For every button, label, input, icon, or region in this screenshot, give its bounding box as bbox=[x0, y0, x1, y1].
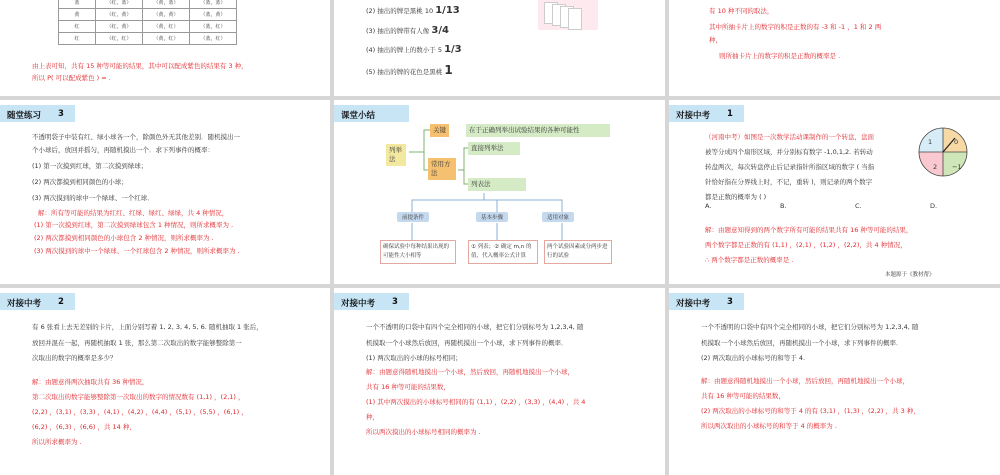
table-cell: （黄，红） bbox=[143, 21, 190, 33]
question-text: 转盘两次，每次转盘停止后记录指针所指区域的数字 ( 当指 bbox=[705, 163, 875, 171]
question-text: 放回并混在一起，再随机抽取 1 张，那么第二次取出的数字能够整除第一 bbox=[32, 339, 242, 347]
question-text: (3) 两次摸到的球中一个绿球、一个红球． bbox=[32, 194, 154, 202]
direct-listing-node: 直接列举法 bbox=[468, 142, 520, 155]
table-cell: （红，黄） bbox=[96, 21, 143, 33]
playing-cards-image bbox=[538, 0, 598, 30]
answer-line: (3) 两次摸到的球中一个绿球、一个红球包含 2 种情况，则所求概率为 . bbox=[34, 247, 240, 255]
table-cell: （蓝，红） bbox=[190, 21, 237, 33]
answer-line: 所以两次摸出的小球标号相同的概率为 . bbox=[366, 428, 481, 436]
question-text: 机摸取一个小球然后放回，再随机摸出一个小球，求下列事件的概率． bbox=[366, 339, 568, 347]
table-cell: （黄，蓝） bbox=[143, 0, 190, 9]
answer-line: (6,2) ，(6,3) ，(6,6) ，共 14 种， bbox=[32, 423, 136, 431]
conclusion-line: 由上表可知，共有 15 种等可能的结果，其中可以配成紫色的结果有 3 种， bbox=[32, 62, 248, 70]
section-header: 对接中考 3 bbox=[669, 293, 744, 310]
table-cell: （红，蓝） bbox=[96, 0, 143, 9]
table-cell: （蓝，红） bbox=[190, 33, 237, 45]
question-text: 不透明袋子中装有红、绿小球各一个，除颜色外无其他差别．随机摸出一 bbox=[32, 133, 240, 141]
option-b: B. bbox=[780, 202, 787, 210]
table-row bbox=[59, 21, 237, 33]
answer-line: 有 10 种不同的取法， bbox=[709, 7, 774, 15]
spinner-label: 0 bbox=[954, 138, 959, 146]
answer-line: 解：由题意知得到的两个数字所有可能的结果共有 16 种等可能的结果， bbox=[705, 226, 913, 234]
answer-line: (1) 第一次摸到红球，第二次摸到绿球包含 1 种情况，则所求概率为 . bbox=[34, 221, 234, 229]
answer-line: 解：由题意得随机地摸出一个小球，然后放回，再随机地摸出一个小球， bbox=[701, 377, 909, 385]
answer-line: 解：由题意得两次抽取共有 36 种情况， bbox=[32, 378, 149, 386]
option-c: C. bbox=[855, 202, 862, 210]
option-a: A. bbox=[705, 202, 712, 210]
applicable-box: 两个试验因素或分两步进行的试验 bbox=[544, 240, 612, 264]
table-cell: （红，红） bbox=[96, 33, 143, 45]
answer-line: 其中所抽卡片上的数字的积是正数的有 -3 和 -1 ，1 和 2 两 bbox=[709, 23, 882, 31]
spinner-label: 2 bbox=[933, 163, 938, 171]
table-cell: （蓝，蓝） bbox=[190, 0, 237, 9]
question-text: 个小球后，放回并摇匀，再随机摸出一个．求下列事件的概率： bbox=[32, 146, 214, 154]
answer-line: (2) 两次都摸到相同颜色的小球包含 2 种情况，则所求概率为 . bbox=[34, 234, 214, 242]
spinner-label: −1 bbox=[952, 163, 962, 171]
option-d: D. bbox=[930, 202, 938, 210]
question-text: (1) 两次取出的小球的标号相同； bbox=[366, 354, 462, 362]
slide-class-summary bbox=[334, 100, 665, 284]
key-node: 关键 bbox=[430, 124, 449, 137]
premise-box: 确保试验中每种结果出现的可能性大小相等 bbox=[380, 240, 456, 264]
common-methods-node: 常用方法 bbox=[428, 158, 456, 180]
table-cell: （黄，红） bbox=[143, 33, 190, 45]
slide-exam-2 bbox=[0, 288, 330, 475]
slide-exam-1 bbox=[669, 100, 1000, 284]
question-item: (3) 抽出的牌带有人像 3/4 bbox=[366, 25, 449, 36]
root-node: 列举法 bbox=[386, 144, 406, 166]
table-cell: （蓝，黄） bbox=[190, 9, 237, 21]
question-text: (2) 两次取出的小球标号的和等于 4. bbox=[701, 354, 806, 362]
question-text: 针恰好指在分界线上时，不记，重转 )，则记录的两个数字 bbox=[705, 178, 873, 186]
slide-practice-3 bbox=[0, 100, 330, 284]
answer-line: 解：所有等可能的结果为红红、红绿、绿红、绿绿，共 4 种情况， bbox=[38, 209, 229, 217]
slide-exam-3b bbox=[669, 288, 1000, 475]
section-header: 对接中考 2 bbox=[0, 293, 75, 310]
question-text: 次取出的数字的概率是多少？ bbox=[32, 354, 117, 362]
table-row bbox=[59, 9, 237, 21]
tag-premise: 前提条件 bbox=[397, 212, 429, 222]
question-item: (2) 抽出的牌是黑桃 10 1/13 bbox=[366, 5, 460, 16]
question-text: 一个不透明的口袋中有四个完全相同的小球，把它们分别标号为 1,2,3,4, 随 bbox=[366, 323, 584, 331]
steps-box: ① 列表；② 确定 m,n 的值，代入概率公式计算 bbox=[468, 240, 538, 264]
question-text: (2) 两次都摸到相同颜色的小球； bbox=[32, 178, 128, 186]
conclusion-line: 所以 P( 可以配成紫色 ) = . bbox=[32, 74, 111, 82]
section-header: 对接中考 1 bbox=[669, 105, 744, 122]
answer-line: 共有 16 种等可能的结果数， bbox=[366, 383, 450, 391]
question-text: 一个不透明的口袋中有四个完全相同的小球，把它们分别标号为 1,2,3,4, 随 bbox=[701, 323, 919, 331]
slide-top-left bbox=[0, 0, 330, 96]
answer-line: 种， bbox=[709, 36, 722, 44]
section-header: 课堂小结 bbox=[334, 105, 409, 122]
question-text: 有 6 张看上去无差别的卡片，上面分别写着 1, 2, 3, 4, 5, 6. 随机抽取 1 张后， bbox=[32, 323, 263, 331]
slide-top-right bbox=[669, 0, 1000, 96]
answer-line: 第二次取出的数字能够整除第一次取出的数字的情况数有 (1,1) ，(2,1) ， bbox=[32, 393, 245, 401]
table-row bbox=[59, 33, 237, 45]
answer-line: (2,2) ，(3,1) ，(3,3) ，(4,1) ，(4,2) ，(4,4) ，(5,1) ，(5,5) ，(6,1) ， bbox=[32, 408, 248, 416]
answer-line: 则所抽卡片上的数字的积是正数的概率是 . bbox=[719, 52, 841, 60]
table-cell: 红 bbox=[59, 33, 96, 45]
answer-line: 两个数字都是正数的有 (1,1) ，(2,1) ，(1,2) ，(2,2)，共 4 种情况， bbox=[705, 241, 907, 249]
answer-line: 所以两次取出的小球标号的和等于 4 的概率为 . bbox=[701, 422, 837, 430]
answer-line: (1) 其中两次摸出的小球标号相同的有 (1,1) ，(2,2) ，(3,3) ，(4,4) ，共 4 bbox=[366, 398, 586, 406]
answer-line: 解：由题意得随机地摸出一个小球，然后放回，再随机地摸出一个小球， bbox=[366, 368, 574, 376]
section-header: 对接中考 3 bbox=[334, 293, 409, 310]
source-note: 本题源于《教材帮》 bbox=[885, 272, 935, 278]
outcome-table bbox=[58, 0, 237, 45]
table-cell: 黄 bbox=[59, 9, 96, 21]
table-cell: 蓝 bbox=[59, 0, 96, 9]
question-text: 都是正数的概率为 ( ) bbox=[705, 193, 767, 201]
slide-top-middle bbox=[334, 0, 665, 96]
question-item: (4) 抽出的牌上的数小于 5 1/3 bbox=[366, 44, 462, 55]
question-text: （河南中考）如图是一次数学活动课制作的一个转盘，盘面 bbox=[705, 133, 874, 141]
answer-line: 共有 16 种等可能的结果数， bbox=[701, 392, 785, 400]
table-cell: 红 bbox=[59, 21, 96, 33]
question-text: 机摸取一个小球然后放回，再随机摸出一个小球，求下列事件的概率． bbox=[701, 339, 903, 347]
tag-steps: 基本步骤 bbox=[476, 212, 508, 222]
slide-exam-3a bbox=[334, 288, 665, 475]
question-text: (1) 第一次摸到红球，第二次摸到绿球； bbox=[32, 162, 148, 170]
answer-line: (2) 两次取出的小球标号的和等于 4 的有 (3,1) ，(1,3) ，(2,2) ，共 3 种， bbox=[701, 407, 920, 415]
answer-line: 所以所求概率为 . bbox=[32, 438, 82, 446]
table-cell: （红，黄） bbox=[96, 9, 143, 21]
question-text: 被等分成四个扇形区域，并分别标有数字 -1,0,1,2. 若转动 bbox=[705, 148, 873, 156]
section-header: 随堂练习 3 bbox=[0, 105, 75, 122]
question-item: (5) 抽出的牌的花色是黑桃 1 bbox=[366, 63, 453, 77]
key-text-node: 在于正确列举出试验结果的各种可能性 bbox=[466, 124, 610, 137]
table-row bbox=[59, 0, 237, 9]
spinner-label: 1 bbox=[928, 138, 933, 146]
answer-line: ∴ 两个数字都是正数的概率是 . bbox=[705, 256, 794, 264]
answer-line: 种， bbox=[366, 413, 379, 421]
tag-applicable: 适用对象 bbox=[542, 212, 574, 222]
table-method-node: 列表法 bbox=[468, 178, 526, 191]
table-cell: （黄，黄） bbox=[143, 9, 190, 21]
